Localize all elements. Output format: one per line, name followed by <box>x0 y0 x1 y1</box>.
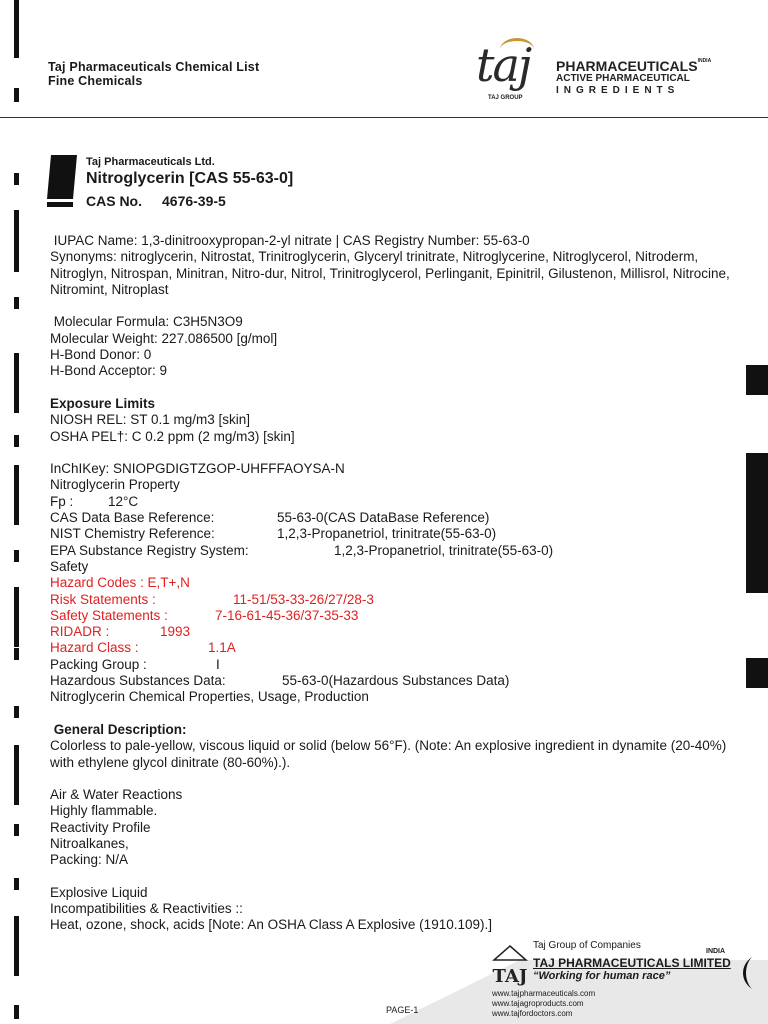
header-divider <box>0 117 768 118</box>
hazard-class-label: Hazard Class : <box>50 640 139 656</box>
safety-line: Safety <box>50 558 89 574</box>
epa-label: EPA Substance Registry System: <box>50 542 249 558</box>
safety-statements-label: Safety Statements : <box>50 607 168 623</box>
cas-label: CAS No. <box>86 193 142 209</box>
margin-mark <box>14 587 19 647</box>
nist-line <box>50 526 750 542</box>
risk-label: Risk Statements : <box>50 591 156 607</box>
cas-value: 4676-39-5 <box>162 193 226 209</box>
property-line: Nitroglycerin Property <box>50 477 180 493</box>
safety-statements-value: 7-16-61-45-36/37-35-33 <box>215 607 359 623</box>
footer-company: TAJ PHARMACEUTICALS LIMITED <box>533 956 731 970</box>
footer-websites <box>492 989 595 1019</box>
margin-mark <box>14 465 19 525</box>
hazard-class-line <box>50 640 750 656</box>
margin-mark <box>14 297 19 309</box>
osha-line: OSHA PEL†: C 0.2 ppm (2 mg/m3) [skin] <box>50 428 295 444</box>
nist-label: NIST Chemistry Reference: <box>50 526 215 542</box>
footer-slogan: “Working for human race” <box>533 970 671 982</box>
hazard-class-value: 1.1A <box>208 640 236 656</box>
weight-line: Molecular Weight: 227.086500 [g/mol] <box>50 330 278 346</box>
taj-logo <box>476 38 766 110</box>
explosive-line: Explosive Liquid <box>50 884 148 900</box>
cas-number <box>86 193 226 209</box>
margin-mark <box>14 745 19 805</box>
risk-line <box>50 592 750 608</box>
document-body <box>50 233 750 934</box>
logo-ingredients: INGREDIENTS <box>556 85 680 96</box>
svg-text:TAJ: TAJ <box>492 966 528 987</box>
chem-props-line: Nitroglycerin Chemical Properties, Usage, Production <box>50 689 369 705</box>
fp-label: Fp : <box>50 493 74 509</box>
logo-pharma-text: PHARMACEUTICALS <box>556 58 698 74</box>
epa-value: 1,2,3-Propanetriol, trinitrate(55-63-0) <box>334 542 554 558</box>
heat-line: Heat, ozone, shock, acids [Note: An OSHA Class A Explosive (1910.109).] <box>50 917 492 933</box>
packing-na-line: Packing: N/A <box>50 852 129 868</box>
hazard-codes-line: Hazard Codes : E,T+,N <box>50 575 190 591</box>
margin-mark <box>14 916 19 976</box>
ridadr-label: RIDADR : <box>50 624 110 640</box>
margin-mark <box>14 88 19 102</box>
cas-db-label: CAS Data Base Reference: <box>50 510 215 526</box>
niosh-line: NIOSH REL: ST 0.1 mg/m3 [skin] <box>50 412 251 428</box>
margin-mark <box>14 435 19 447</box>
ridadr-line <box>50 624 750 640</box>
packing-group-label: Packing Group : <box>50 656 147 672</box>
logo-group-label: TAJ GROUP <box>488 95 523 101</box>
iupac-line: IUPAC Name: 1,3-dinitrooxypropan-2-yl nitrate | CAS Registry Number: 55-63-0 <box>50 233 530 248</box>
margin-mark <box>14 210 19 272</box>
header-line-1: Taj Pharmaceuticals Chemical List <box>48 60 260 74</box>
hbond-acceptor-line: H-Bond Acceptor: 9 <box>50 363 168 379</box>
page-number: PAGE-1 <box>386 1005 419 1015</box>
hsd-value: 55-63-0(Hazardous Substances Data) <box>282 673 510 689</box>
title-block-icon <box>47 155 77 207</box>
footer-crescent-icon <box>738 955 756 991</box>
reactivity-line: Reactivity Profile <box>50 819 151 835</box>
formula-line: Molecular Formula: C3H5N3O9 <box>50 314 243 330</box>
synonyms-line: Synonyms: nitroglycerin, Nitrostat, Trinitroglycerin, Glyceryl trinitrate, Nitroglycerine, Nitroglycerol, Nitroderm, Nitroglyn, Nitrospan, Minitran, Nitro-dur, Nitrol, Trinitroglycerol, Perlinganit, Epinitril, Gilustenon, Millisrol, Nitrocine, Nitromint, Nitroplast <box>50 249 730 297</box>
logo-active-pharma: ACTIVE PHARMACEUTICAL <box>556 73 690 84</box>
margin-mark <box>14 173 19 185</box>
margin-mark <box>14 648 19 660</box>
inchikey-line: InChIKey: SNIOPGDIGTZGOP-UHFFFAOYSA-N <box>50 461 345 477</box>
air-water-line: Air & Water Reactions <box>50 787 183 803</box>
margin-mark <box>14 878 19 890</box>
margin-mark <box>14 824 19 836</box>
company-name: Taj Pharmaceuticals Ltd. <box>86 156 215 168</box>
logo-pharmaceuticals <box>556 58 711 74</box>
header-line-2: Fine Chemicals <box>48 74 143 88</box>
fp-line <box>50 494 750 510</box>
margin-mark <box>14 706 19 718</box>
general-heading: General Description: <box>50 721 187 737</box>
safety-statements-line <box>50 608 750 624</box>
header-title <box>48 60 259 88</box>
exposure-heading: Exposure Limits <box>50 395 156 411</box>
nist-value: 1,2,3-Propanetriol, trinitrate(55-63-0) <box>277 526 497 542</box>
logo-wordmark: taj <box>476 38 531 92</box>
margin-mark <box>14 353 19 413</box>
flammable-line: Highly flammable. <box>50 803 158 819</box>
footer-web-2[interactable]: www.tajagroproducts.com <box>492 999 584 1008</box>
hsd-label: Hazardous Substances Data: <box>50 673 226 689</box>
hbond-donor-line: H-Bond Donor: 0 <box>50 347 152 363</box>
footer-taj-logo-icon <box>490 944 530 988</box>
risk-value: 11-51/53-33-26/27/28-3 <box>233 591 374 607</box>
product-title: Nitroglycerin [CAS 55-63-0] <box>86 170 294 187</box>
incompat-line: Incompatibilities & Reactivities :: <box>50 901 243 917</box>
footer-india: INDIA <box>706 948 726 955</box>
nitroalkanes-line: Nitroalkanes, <box>50 835 129 851</box>
margin-mark <box>14 0 19 58</box>
fp-value: 12°C <box>108 493 139 509</box>
cas-db-line <box>50 510 750 526</box>
ridadr-value: 1993 <box>160 624 191 640</box>
hsd-line <box>50 673 750 689</box>
packing-group-value: I <box>216 656 220 672</box>
epa-line <box>50 543 750 559</box>
packing-group-line <box>50 657 750 673</box>
footer-web-3[interactable]: www.tajfordoctors.com <box>492 1009 573 1018</box>
footer-web-1[interactable]: www.tajpharmaceuticals.com <box>492 989 596 998</box>
margin-mark <box>14 550 19 562</box>
cas-db-value: 55-63-0(CAS DataBase Reference) <box>277 510 490 526</box>
logo-india-sup: INDIA <box>697 58 712 64</box>
margin-mark <box>14 1005 19 1019</box>
general-description: Colorless to pale-yellow, viscous liquid or solid (below 56°F). (Note: An explosive ingredient in dynamite (20-40%) with ethylene glycol dinitrate (80-60%).). <box>50 738 727 770</box>
footer-group: Taj Group of Companies <box>533 940 641 951</box>
